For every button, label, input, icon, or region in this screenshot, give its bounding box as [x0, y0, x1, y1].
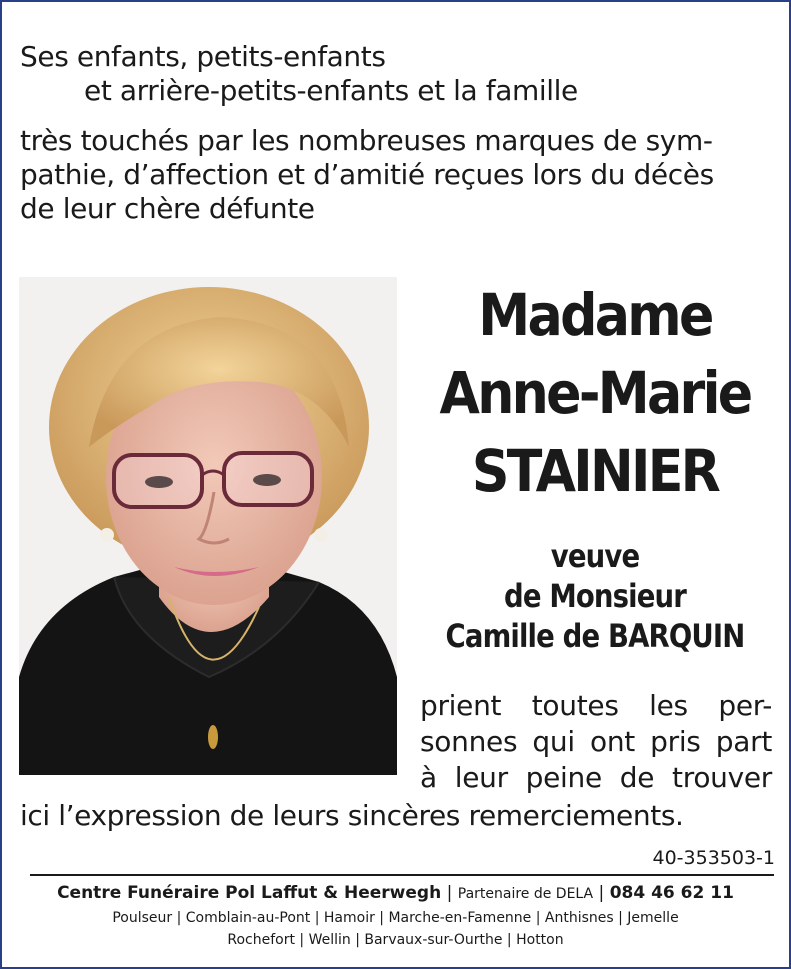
partner-text: Partenaire de DELA	[457, 886, 594, 902]
footer-locations-1: Poulseur | Comblain-au-Pont | Hamoir | Marche-en-Famenne | Anthisnes | Jemelle	[112, 910, 679, 926]
portrait-photo	[19, 277, 397, 775]
widow-line-2: de Monsieur	[503, 577, 686, 615]
closing-line-4: ici l’expression de leurs sincères remerciements.	[20, 799, 684, 832]
deceased-first-name: Anne-Marie	[439, 359, 751, 427]
closing-text	[420, 688, 772, 796]
intro-text	[20, 40, 780, 108]
intro-line-1: Ses enfants, petits-enfants	[20, 40, 386, 73]
footer-locations-2: Rochefort | Wellin | Barvaux-sur-Ourthe | Hotton	[227, 932, 564, 948]
separator: |	[598, 883, 605, 903]
deceased-surname: STAINIER	[471, 437, 719, 505]
thanks-line-2: pathie, d’affection et d’amitié reçues lors du décès	[20, 158, 714, 191]
thanks-line-3: de leur chère défunte	[20, 192, 315, 225]
thanks-text	[20, 124, 780, 226]
footer-company-line	[10, 880, 781, 907]
closing-line-1: prient toutes les per-	[420, 689, 772, 722]
widow-line-3: Camille de BARQUIN	[445, 617, 745, 655]
widow-of	[420, 536, 770, 656]
closing-line-2: sonnes qui ont pris part	[420, 725, 772, 758]
widow-line-1: veuve	[550, 537, 640, 575]
divider	[30, 874, 774, 876]
company-name: Centre Funéraire Pol Laffut & Heerwegh	[57, 883, 442, 903]
footer	[10, 880, 781, 951]
deceased-title: Madame	[478, 281, 712, 349]
separator: |	[446, 883, 453, 903]
portrait-illustration	[19, 277, 397, 775]
deceased-name	[420, 276, 770, 510]
closing-line-3: à leur peine de trouver	[420, 761, 772, 794]
phone-number: 084 46 62 11	[609, 883, 734, 903]
thanks-line-1: très touchés par les nombreuses marques de sym-	[20, 124, 713, 157]
reference-number: 40-353503-1	[652, 847, 775, 869]
intro-line-2: et arrière-petits-enfants et la famille	[84, 74, 578, 107]
